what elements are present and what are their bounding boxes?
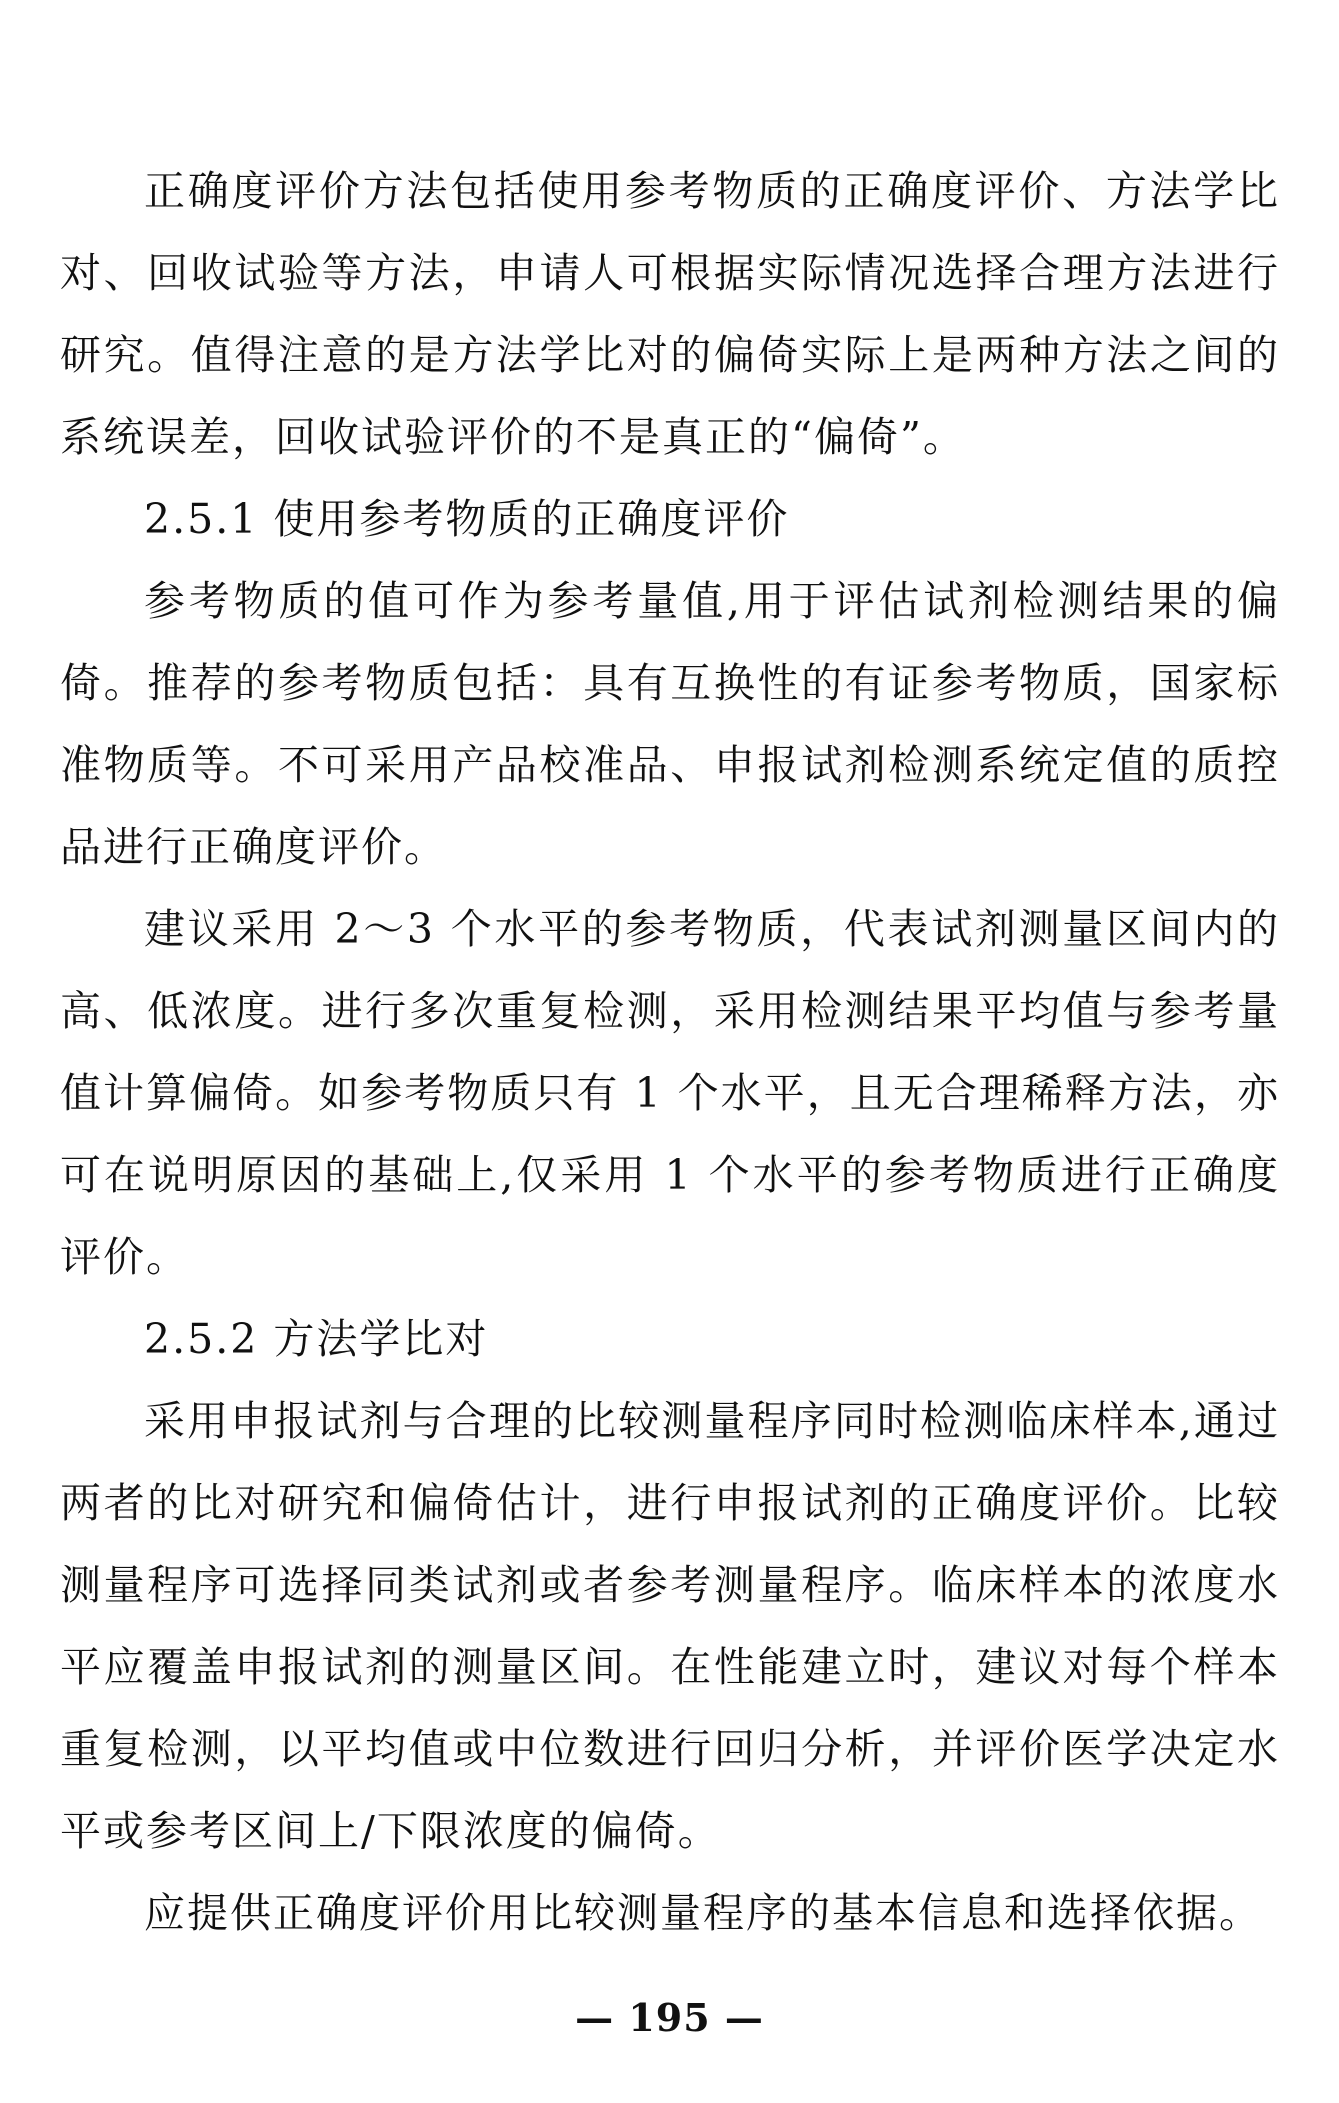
- paragraph-reference-material-value: 参考物质的值可作为参考量值,用于评估试剂检测结果的偏倚。推荐的参考物质包括：具有互换性的有证参考物质，国家标准物质等。不可采用产品校准品、申报试剂检测系统定值的质控品进行正确度评价。: [60, 577, 1280, 871]
- paragraph-method-comparison: 采用申报试剂与合理的比较测量程序同时检测临床样本,通过两者的比对研究和偏倚估计，进行申报试剂的正确度评价。比较测量程序可选择同类试剂或者参考测量程序。临床样本的浓度水平应覆盖申报试剂的测量区间。在性能建立时，建议对每个样本重复检测，以平均值或中位数进行回归分析，并评价医学决定水平或参考区间上/下限浓度的偏倚。: [60, 1397, 1280, 1855]
- page-number: — 195 —: [575, 1995, 764, 2040]
- section-heading-2-5-2: 2.5.2 方法学比对: [144, 1315, 489, 1363]
- paragraph-reference-material-levels: 建议采用 2～3 个水平的参考物质，代表试剂测量区间内的高、低浓度。进行多次重复检测，采用检测结果平均值与参考量值计算偏倚。如参考物质只有 1 个水平，且无合理稀释方法，亦可在说明原因的基础上,仅采用 1 个水平的参考物质进行正确度评价。: [60, 905, 1280, 1281]
- paragraph-trueness-methods: 正确度评价方法包括使用参考物质的正确度评价、方法学比对、回收试验等方法，申请人可根据实际情况选择合理方法进行研究。值得注意的是方法学比对的偏倚实际上是两种方法之间的系统误差，回收试验评价的不是真正的“偏倚”。: [60, 167, 1280, 461]
- body-text: [60, 150, 1280, 1954]
- paragraph-comparison-info: 应提供正确度评价用比较测量程序的基本信息和选择依据。: [144, 1889, 1262, 1937]
- section-heading-2-5-1: 2.5.1 使用参考物质的正确度评价: [144, 495, 790, 543]
